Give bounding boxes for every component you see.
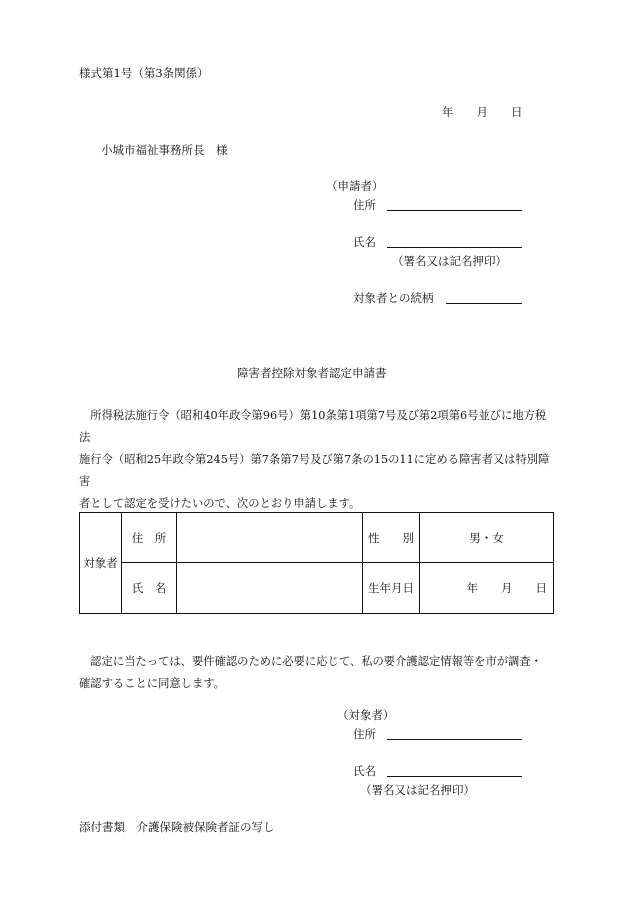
subject-heading: （対象者）: [337, 708, 395, 722]
applicant-address-field[interactable]: [387, 210, 522, 211]
applicant-relation-label: 対象者との続柄: [353, 291, 434, 305]
table-address-label: 住 所: [122, 513, 177, 563]
birthdate-text: 年 月 日: [466, 581, 547, 595]
applicant-signature-note: （署名又は記名押印）: [392, 254, 507, 268]
form-number: 様式第1号（第3条関係）: [79, 66, 209, 80]
subject-name-field[interactable]: [387, 776, 522, 777]
table-row-header: 対象者: [80, 513, 122, 614]
subject-signature-note: （署名又は記名押印）: [360, 783, 475, 797]
intro-line: 者として認定を受けたいので、次のとおり申請します。: [79, 497, 361, 510]
date-line: 年 月 日: [442, 105, 523, 119]
intro-line: 所得税法施行令（昭和40年政令第96号）第10条第1項第7号及び第2項第6号並びに地方税法: [79, 409, 547, 444]
applicant-heading: （申請者）: [326, 179, 384, 193]
applicant-relation-field[interactable]: [446, 303, 522, 304]
table-birthdate-value[interactable]: [420, 563, 554, 614]
addressee: 小城市福祉事務所長 様: [101, 143, 228, 157]
subject-address-field[interactable]: [387, 739, 522, 740]
table-name-label: 氏 名: [122, 563, 177, 614]
intro-line: 施行令（昭和25年政令第245号）第7条第7号及び第7条の15の11に定める障害者又は特別障害: [79, 453, 550, 488]
intro-paragraph: [79, 405, 557, 515]
table-sex-label: 性 別: [363, 513, 420, 563]
attachment-note: 添付書類 介護保険被保険者証の写し: [79, 820, 275, 834]
applicant-name-label: 氏名: [353, 235, 376, 249]
subject-address-label: 住所: [353, 727, 376, 741]
table-name-cell[interactable]: [177, 563, 363, 614]
applicant-address-label: 住所: [353, 198, 376, 212]
table-birthdate-label: 生年月日: [363, 563, 420, 614]
consent-line: 認定に当たっては、要件確認のために必要に応じて、私の要介護認定情報等を市が調査・: [79, 655, 542, 668]
document-title: 障害者控除対象者認定申請書: [237, 366, 387, 380]
consent-line: 確認することに同意します。: [79, 677, 225, 690]
table-sex-value[interactable]: 男・女: [420, 513, 554, 563]
subject-table: [79, 512, 554, 614]
applicant-name-field[interactable]: [387, 247, 522, 248]
subject-name-label: 氏名: [353, 764, 376, 778]
consent-paragraph: [79, 651, 557, 695]
table-address-cell[interactable]: [177, 513, 363, 563]
